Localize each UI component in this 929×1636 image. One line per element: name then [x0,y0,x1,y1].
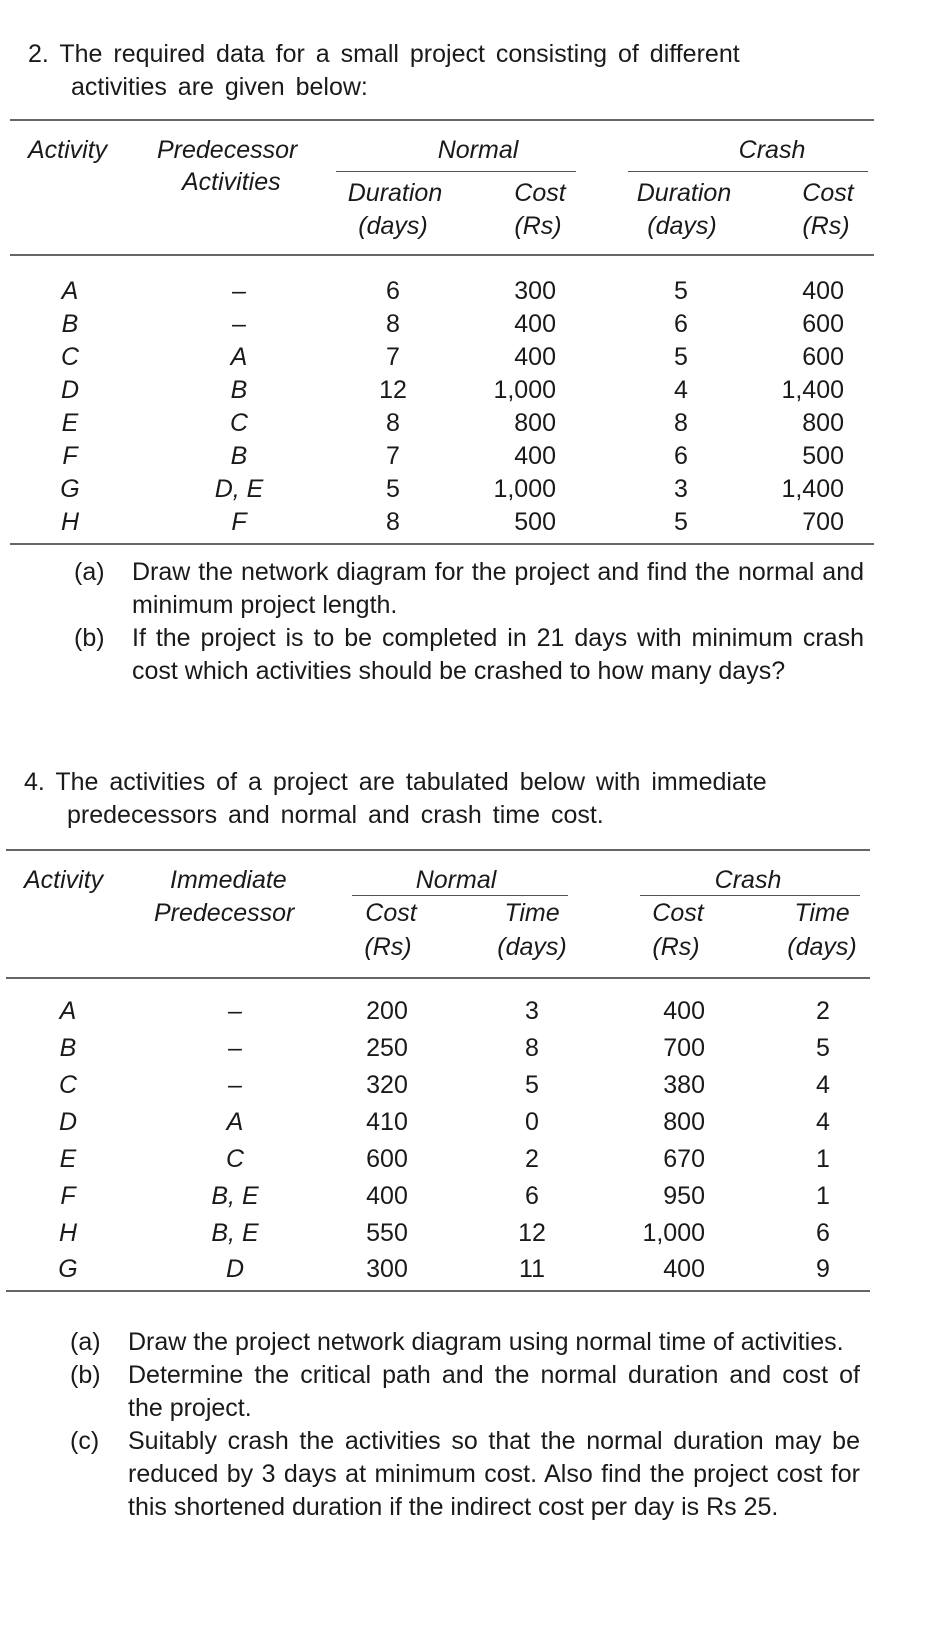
question-label: (a) [70,1328,101,1356]
header-activity: Activity [28,136,108,164]
question-text: Determine the critical path and the normal duration and cost of the project. [128,1361,860,1422]
activity-cell: D [60,376,80,404]
header-crash-rs: (Rs) [652,933,700,961]
normal-duration-cell: 7 [386,442,400,470]
header-normal-days: (days) [358,212,428,240]
crash-duration-cell: 4 [674,376,688,404]
header-crash-rs: (Rs) [802,212,850,240]
predecessor-cell: – [232,277,246,305]
question-item [70,1326,860,1359]
predecessor-cell: F [231,508,247,536]
question-text: Draw the project network diagram using normal time of activities. [128,1328,844,1356]
header-normal-cost: Cost [365,899,417,927]
crash-cost-cell: 600 [802,310,844,338]
activity-cell: E [59,1145,77,1173]
normal-cost-cell: 550 [366,1219,408,1247]
crash-time-cell: 4 [816,1071,830,1099]
header-predecessor-line2: Activities [182,168,281,196]
crash-cost-cell: 400 [802,277,844,305]
question-text: Suitably crash the activities so that the normal duration may be reduced by 3 days at minimum cost. Also find the project cost for this shortened duration if the indirect cost per day is Rs 25. [128,1427,860,1521]
header-normal-rs: (Rs) [364,933,412,961]
crash-cost-cell: 400 [663,1255,705,1283]
normal-time-cell: 6 [525,1182,539,1210]
problem-4-statement-line2: predecessors and normal and crash time cost. [67,801,604,829]
question-item [70,1359,860,1425]
normal-time-cell: 12 [518,1219,546,1247]
crash-cost-cell: 600 [802,343,844,371]
predecessor-cell: D, E [214,475,264,503]
normal-duration-cell: 6 [386,277,400,305]
activity-cell: F [60,1182,76,1210]
normal-cost-cell: 400 [514,442,556,470]
question-text: Draw the network diagram for the project and find the normal and minimum project length. [132,558,864,619]
normal-cost-cell: 1,000 [493,376,556,404]
header-normal-cost: Cost [514,179,566,207]
table-top-rule [6,849,870,851]
normal-duration-cell: 5 [386,475,400,503]
crash-cost-cell: 670 [663,1145,705,1173]
header-crash-days: (days) [647,212,717,240]
crash-cost-cell: 950 [663,1182,705,1210]
crash-group-rule [640,895,860,896]
header-normal: Normal [437,136,519,164]
predecessor-cell: – [228,997,242,1025]
normal-cost-cell: 800 [514,409,556,437]
crash-time-cell: 6 [816,1219,830,1247]
crash-duration-cell: 3 [674,475,688,503]
question-text: If the project is to be completed in 21 days with minimum crash cost which activities should be crashed to how many days? [132,624,864,685]
normal-cost-cell: 300 [514,277,556,305]
crash-cost-cell: 400 [663,997,705,1025]
crash-group-rule [628,171,868,172]
crash-cost-cell: 800 [663,1108,705,1136]
problem-2-statement [28,38,858,104]
normal-cost-cell: 600 [366,1145,408,1173]
problem-2-statement-line1: 2. The required data for a small project consisting of different [28,40,740,68]
crash-time-cell: 9 [816,1255,830,1283]
activity-cell: D [58,1108,78,1136]
activity-cell: B [59,1034,77,1062]
header-crash-days: (days) [787,933,857,961]
activity-cell: F [62,442,78,470]
header-normal-duration: Duration [347,179,443,207]
activity-cell: C [58,1071,78,1099]
normal-cost-cell: 320 [366,1071,408,1099]
table-header-rule [10,254,874,256]
normal-time-cell: 2 [525,1145,539,1173]
activity-cell: A [61,277,79,305]
crash-cost-cell: 700 [663,1034,705,1062]
crash-time-cell: 1 [816,1145,830,1173]
question-label: (b) [70,1361,101,1389]
normal-time-cell: 3 [525,997,539,1025]
normal-cost-cell: 400 [514,343,556,371]
table-header-rule [6,977,870,979]
activity-cell: H [58,1219,78,1247]
normal-cost-cell: 200 [366,997,408,1025]
predecessor-cell: C [229,409,249,437]
header-normal-time: Time [504,899,560,927]
normal-cost-cell: 250 [366,1034,408,1062]
header-predecessor-line1: Predecessor [157,136,298,164]
question-label: (c) [70,1427,100,1455]
crash-duration-cell: 5 [674,277,688,305]
activity-cell: G [58,1255,78,1283]
predecessor-cell: A [226,1108,244,1136]
activity-cell: G [60,475,80,503]
activity-cell: E [61,409,79,437]
problem-4-statement [24,766,854,832]
crash-time-cell: 4 [816,1108,830,1136]
normal-cost-cell: 300 [366,1255,408,1283]
normal-time-cell: 0 [525,1108,539,1136]
problem-4-questions [70,1326,860,1524]
header-crash-cost: Cost [802,179,854,207]
crash-duration-cell: 6 [674,310,688,338]
header-predecessor-line1: Immediate [170,866,287,894]
header-crash-time: Time [794,899,850,927]
crash-duration-cell: 5 [674,508,688,536]
crash-time-cell: 2 [816,997,830,1025]
question-item [70,1425,860,1524]
activity-cell: B [61,310,79,338]
crash-cost-cell: 1,400 [781,376,844,404]
crash-duration-cell: 8 [674,409,688,437]
header-crash-cost: Cost [652,899,704,927]
normal-group-rule [352,895,568,896]
table-bottom-rule [6,1290,870,1292]
predecessor-cell: B [230,442,248,470]
crash-duration-cell: 5 [674,343,688,371]
normal-duration-cell: 7 [386,343,400,371]
activity-cell: C [60,343,80,371]
normal-time-cell: 8 [525,1034,539,1062]
normal-duration-cell: 12 [379,376,407,404]
question-item [74,622,864,688]
crash-cost-cell: 800 [802,409,844,437]
normal-duration-cell: 8 [386,409,400,437]
normal-cost-cell: 410 [366,1108,408,1136]
question-label: (a) [74,558,105,586]
problem-2-statement-line2: activities are given below: [71,73,368,101]
predecessor-cell: A [230,343,248,371]
normal-cost-cell: 400 [366,1182,408,1210]
problem-2-questions [74,556,864,688]
activity-cell: H [60,508,80,536]
question-item [74,556,864,622]
header-activity: Activity [24,866,104,894]
normal-time-cell: 11 [519,1255,545,1283]
predecessor-cell: B, E [211,1182,259,1210]
header-normal: Normal [415,866,497,894]
question-label: (b) [74,624,105,652]
predecessor-cell: – [228,1034,242,1062]
predecessor-cell: C [225,1145,245,1173]
normal-cost-cell: 400 [514,310,556,338]
crash-duration-cell: 6 [674,442,688,470]
normal-cost-cell: 500 [514,508,556,536]
crash-time-cell: 1 [816,1182,830,1210]
predecessor-cell: – [232,310,246,338]
activity-cell: A [59,997,77,1025]
header-crash-duration: Duration [636,179,732,207]
predecessor-cell: – [228,1071,242,1099]
table-bottom-rule [10,543,874,545]
crash-cost-cell: 700 [802,508,844,536]
normal-duration-cell: 8 [386,508,400,536]
predecessor-cell: B, E [211,1219,259,1247]
predecessor-cell: D [225,1255,245,1283]
predecessor-cell: B [230,376,248,404]
normal-cost-cell: 1,000 [493,475,556,503]
normal-group-rule [336,171,576,172]
table-top-rule [10,119,874,121]
header-crash: Crash [738,136,806,164]
normal-time-cell: 5 [525,1071,539,1099]
crash-time-cell: 5 [816,1034,830,1062]
crash-cost-cell: 1,000 [642,1219,705,1247]
crash-cost-cell: 1,400 [781,475,844,503]
normal-duration-cell: 8 [386,310,400,338]
crash-cost-cell: 380 [663,1071,705,1099]
header-normal-days: (days) [497,933,567,961]
header-normal-rs: (Rs) [514,212,562,240]
problem-4-statement-line1: 4. The activities of a project are tabulated below with immediate [24,768,767,796]
crash-cost-cell: 500 [802,442,844,470]
header-crash: Crash [714,866,782,894]
header-predecessor-line2: Predecessor [154,899,295,927]
